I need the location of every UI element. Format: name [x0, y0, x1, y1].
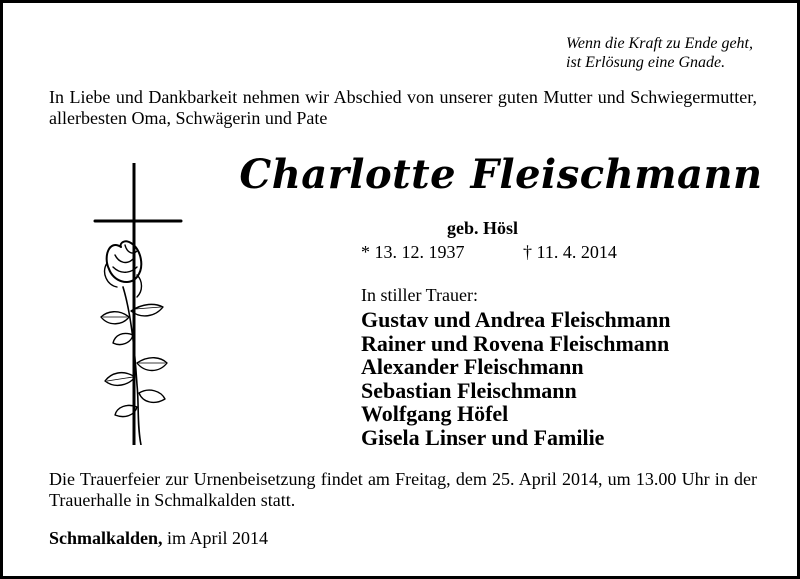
epigraph-quote	[566, 34, 753, 72]
mourner-name: Wolfgang Höfel	[361, 401, 509, 426]
cross-with-rose-icon	[91, 163, 191, 445]
mourner-name: Gustav und Andrea Fleischmann	[361, 307, 671, 332]
maiden-name: geb. Hösl	[447, 218, 519, 238]
mourning-label: In stiller Trauer:	[361, 285, 478, 305]
mourner-name: Gisela Linser und Familie	[361, 424, 605, 450]
place-name: Schmalkalden,	[49, 528, 163, 548]
quote-line-2: ist Erlösung eine Gnade.	[566, 54, 726, 71]
deceased-name: Charlotte Fleischmann	[239, 151, 763, 198]
intro-text: In Liebe und Dankbarkeit nehmen wir Abschied von unserer guten Mutter und Schwiegermutter, allerbesten Oma, Schwägerin und Pate	[49, 87, 757, 128]
death-date: † 11. 4. 2014	[523, 242, 617, 262]
mourner-name: Alexander Fleischmann	[361, 354, 584, 379]
birth-date: * 13. 12. 1937	[361, 242, 465, 262]
closing-date: im April 2014	[167, 528, 269, 548]
mourners-list	[361, 308, 671, 449]
mourner-name: Rainer und Rovena Fleischmann	[361, 330, 670, 356]
mourner-name: Sebastian Fleischmann	[361, 377, 577, 403]
place-date-line	[49, 528, 268, 549]
quote-line-1: Wenn die Kraft zu Ende geht,	[566, 35, 753, 52]
ceremony-text: Die Trauerfeier zur Urnenbeisetzung findet am Freitag, dem 25. April 2014, um 13.00 Uhr in der Trauerhalle in Schmalkalden statt.	[49, 469, 757, 510]
